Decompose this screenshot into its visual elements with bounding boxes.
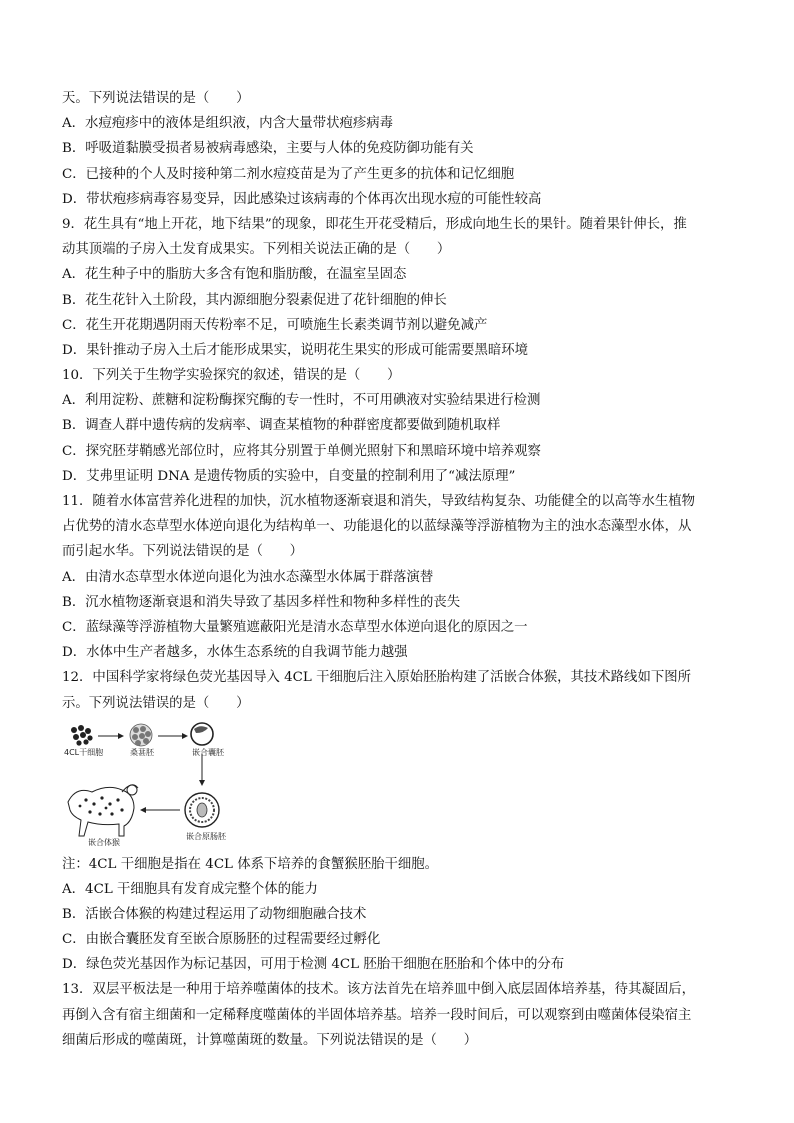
label-morula: 桑葚胚 <box>130 747 154 757</box>
q10-option-a: A．利用淀粉、蔗糖和淀粉酶探究酶的专一性时，不可用碘液对实验结果进行检测 <box>62 393 541 409</box>
q11-option-b: B．沉水植物逐渐衰退和消失导致了基因多样性和物种多样性的丧失 <box>62 594 461 610</box>
q8-stem-tail: 天。下列说法错误的是（ ） <box>62 91 250 106</box>
label-blastocyst: 嵌合囊胚 <box>192 747 224 757</box>
q8-option-d: D．带状疱疹病毒容易变异，因此感染过该病毒的个体再次出现水痘的可能性较高 <box>62 191 542 207</box>
label-stem-cell: 4CL干细胞 <box>64 747 104 757</box>
gastrula-icon <box>185 793 219 827</box>
q12-option-b: B．活嵌合体猴的构建过程运用了动物细胞融合技术 <box>62 906 367 922</box>
stem-cell-cluster-icon <box>71 725 93 746</box>
label-chimeric-monkey: 嵌合体猴 <box>88 837 120 847</box>
q13-stem-line1: 13．双层平板法是一种用于培养噬菌体的技术。该方法首先在培养皿中倒入底层固体培养基，待其凝固后， <box>62 982 696 998</box>
q11-option-a: A．由清水态草型水体逆向退化为浊水态藻型水体属于群落演替 <box>62 569 434 585</box>
q12-figure-note: 注：4CL 干细胞是指在 4CL 体系下培养的食蟹猴胚胎干细胞。 <box>62 856 439 872</box>
workflow-diagram <box>62 718 302 848</box>
q11-stem-line3: 而引起水华。下列说法错误的是（ ） <box>62 544 304 560</box>
q12-option-c: C．由嵌合囊胚发育至嵌合原肠胚的过程需要经过孵化 <box>62 932 381 948</box>
q12-stem-line1: 12．中国科学家将绿色荧光基因导入 4CL 干细胞后注入原始胚胎构建了活嵌合体猴，其技术路线如下图所 <box>62 670 692 686</box>
q9-option-a: A．花生种子中的脂肪大多含有饱和脂肪酸，在温室呈固态 <box>62 267 407 283</box>
arrow-right-icon <box>158 733 188 739</box>
q12-stem-line2: 示。下列说法错误的是（ ） <box>62 695 250 711</box>
blastocyst-icon <box>191 723 213 745</box>
q12-option-d: D．绿色荧光基因作为标记基因，可用于检测 4CL 胚胎干细胞在胚胎和个体中的分布 <box>62 957 565 973</box>
q11-option-d: D．水体中生产者越多，水体生态系统的自我调节能力越强 <box>62 645 408 661</box>
q9-option-d: D．果针推动子房入土后才能形成果实，说明花生果实的形成可能需要黑暗环境 <box>62 342 529 358</box>
q10-option-d: D．艾弗里证明 DNA 是遗传物质的实验中，自变量的控制利用了“减法原理” <box>62 468 516 484</box>
q10-option-c: C．探究胚芽鞘感光部位时，应将其分别置于单侧光照射下和黑暗环境中培养观察 <box>62 443 541 459</box>
arrow-left-icon <box>140 807 180 813</box>
q8-option-c: C．已接种的个人及时接种第二剂水痘疫苗是为了产生更多的抗体和记忆细胞 <box>62 166 515 182</box>
q8-option-b: B．呼吸道黏膜受损者易被病毒感染，主要与人体的免疫防御功能有关 <box>62 141 474 157</box>
exam-page <box>62 86 738 1053</box>
q11-stem-line2: 占优势的清水态草型水体逆向退化为结构单一、功能退化的以蓝绿藻等浮游植物为主的浊水态藻型水体，从 <box>62 519 692 535</box>
q9-option-b: B．花生花针入土阶段，其内源细胞分裂素促进了花针细胞的伸长 <box>62 292 447 308</box>
q8-option-a: A．水痘疱疹中的液体是组织液，内含大量带状疱疹病毒 <box>62 116 394 132</box>
q10-stem: 10．下列关于生物学实验探究的叙述，错误的是（ ） <box>62 368 401 384</box>
q12-option-a: A．4CL 干细胞具有发育成完整个体的能力 <box>62 881 318 897</box>
q9-option-c: C．花生开花期遇阴雨天传粉率不足，可喷施生长素类调节剂以避免减产 <box>62 317 488 333</box>
chimeric-monkey-icon <box>68 784 138 835</box>
q13-stem-line2: 再倒入含有宿主细菌和一定稀释度噬菌体的半固体培养基。培养一段时间后，可以观察到由噬菌体侵染宿主 <box>62 1007 692 1023</box>
chimeric-monkey-workflow-figure <box>62 718 302 848</box>
q13-stem-line3: 细菌后形成的噬菌斑，计算噬菌斑的数量。下列说法错误的是（ ） <box>62 1032 478 1048</box>
q9-stem-line2: 动其顶端的子房入土发育成果实。下列相关说法正确的是（ ） <box>62 242 451 258</box>
q10-option-b: B．调查人群中遗传病的发病率、调查某植物的种群密度都要做到随机取样 <box>62 418 501 434</box>
q9-stem-line1: 9．花生具有“地上开花，地下结果”的现象，即花生开花受精后，形成向地生长的果针。随着果针伸长，推 <box>62 216 687 232</box>
q11-stem-line1: 11．随着水体富营养化进程的加快，沉水植物逐渐衰退和消失，导致结构复杂、功能健全的以高等水生植物 <box>62 494 696 509</box>
morula-icon <box>130 724 152 746</box>
label-gastrula: 嵌合原肠胚 <box>186 831 226 841</box>
arrow-right-icon <box>98 733 124 739</box>
arrow-down-icon <box>199 754 205 786</box>
q11-option-c: C．蓝绿藻等浮游植物大量繁殖遮蔽阳光是清水态草型水体逆向退化的原因之一 <box>62 619 528 635</box>
